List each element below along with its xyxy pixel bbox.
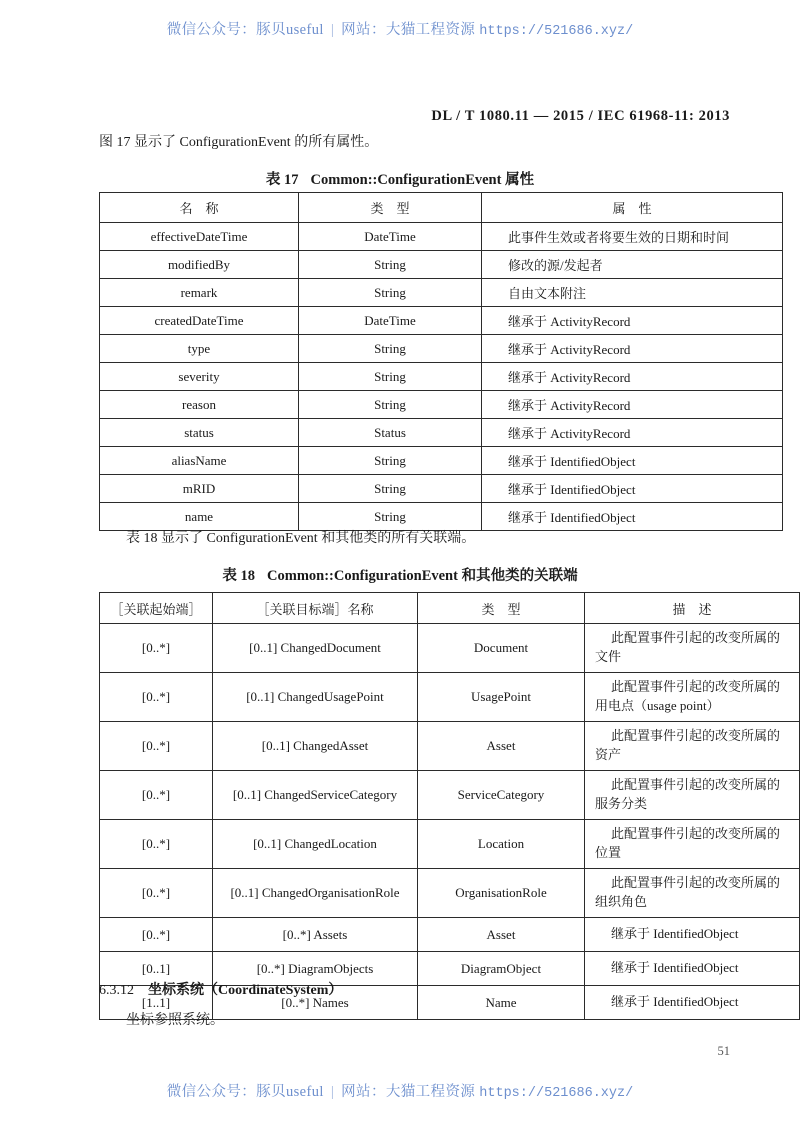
table-row <box>100 624 800 673</box>
cell-attribute-description: 继承于 ActivityRecord <box>482 335 783 363</box>
table-row <box>100 918 800 952</box>
cell-description <box>585 869 800 918</box>
cell-attribute-type: String <box>299 475 482 503</box>
cell-type: ServiceCategory <box>418 771 585 820</box>
cell-description-text: 此配置事件引起的改变所属的用电点（usage point） <box>595 679 781 713</box>
table-row <box>100 722 800 771</box>
table-header-row <box>100 193 783 223</box>
cell-attribute-description: 继承于 ActivityRecord <box>482 307 783 335</box>
cell-description-text: 此配置事件引起的改变所属的位置 <box>595 826 781 860</box>
cell-source-end: [0..1] <box>100 952 213 986</box>
table-row <box>100 335 783 363</box>
caption-table-17-number: 表 17 <box>265 172 299 188</box>
watermark-header <box>0 18 800 39</box>
caption-table-17 <box>0 168 800 189</box>
table-row <box>100 771 800 820</box>
cell-target-end-name: [0..*] Assets <box>213 918 418 952</box>
cell-attribute-description: 继承于 IdentifiedObject <box>482 447 783 475</box>
cell-description-text: 此配置事件引起的改变所属的组织角色 <box>595 875 781 909</box>
cell-type: Document <box>418 624 585 673</box>
cell-description: 继承于 IdentifiedObject <box>585 986 800 1020</box>
cell-attribute-name: severity <box>100 363 299 391</box>
table-row <box>100 869 800 918</box>
watermark-site-label: 网站：大猫工程资源 <box>341 22 476 38</box>
cell-target-end-name: [0..*] Names <box>213 986 418 1020</box>
cell-attribute-description: 自由文本附注 <box>482 279 783 307</box>
table-row <box>100 503 783 531</box>
cell-attribute-name: aliasName <box>100 447 299 475</box>
table-row <box>100 363 783 391</box>
watermark-url: https://521686.xyz/ <box>479 1086 634 1101</box>
section-number: 6.3.12 <box>99 983 134 998</box>
cell-attribute-description: 继承于 IdentifiedObject <box>482 475 783 503</box>
cell-target-end-name: [0..1] ChangedOrganisationRole <box>213 869 418 918</box>
column-header-type: 类 型 <box>418 593 585 624</box>
table-row <box>100 223 783 251</box>
cell-attribute-name: mRID <box>100 475 299 503</box>
running-head-standard-number: DL / T 1080.11 — 2015 / IEC 61968-11: 2013 <box>431 108 730 124</box>
watermark-wechat-label: 微信公众号：豚贝useful <box>166 22 324 38</box>
table-row <box>100 447 783 475</box>
cell-description <box>585 722 800 771</box>
paragraph-intro-table-18: 表 18 显示了 ConfigurationEvent 和其他类的所有关联端。 <box>126 531 476 546</box>
table-row <box>100 251 783 279</box>
table-row <box>100 419 783 447</box>
cell-type: Asset <box>418 722 585 771</box>
watermark-url: https://521686.xyz/ <box>479 24 634 39</box>
section-body-text: 坐标参照系统。 <box>126 1013 224 1028</box>
cell-attribute-type: String <box>299 335 482 363</box>
table-row <box>100 391 783 419</box>
cell-source-end: [0..*] <box>100 722 213 771</box>
cell-description: 继承于 IdentifiedObject <box>585 918 800 952</box>
cell-target-end-name: [0..1] ChangedLocation <box>213 820 418 869</box>
cell-attribute-type: String <box>299 279 482 307</box>
cell-target-end-name: [0..*] DiagramObjects <box>213 952 418 986</box>
column-header-source-end: ［关联起始端］ <box>100 593 213 624</box>
cell-description-text: 此配置事件引起的改变所属的文件 <box>595 630 781 664</box>
table-configuration-event-associations <box>99 592 800 1020</box>
table-row <box>100 475 783 503</box>
cell-target-end-name: [0..1] ChangedServiceCategory <box>213 771 418 820</box>
cell-source-end: [1..1] <box>100 986 213 1020</box>
cell-attribute-name: name <box>100 503 299 531</box>
cell-attribute-description: 继承于 IdentifiedObject <box>482 503 783 531</box>
cell-attribute-type: String <box>299 503 482 531</box>
cell-attribute-description: 继承于 ActivityRecord <box>482 419 783 447</box>
watermark-footer <box>0 1080 800 1101</box>
column-header-attribute: 属 性 <box>482 193 783 223</box>
cell-attribute-type: String <box>299 251 482 279</box>
column-header-name: 名 称 <box>100 193 299 223</box>
column-header-type: 类 型 <box>299 193 482 223</box>
cell-description <box>585 673 800 722</box>
cell-attribute-description: 继承于 ActivityRecord <box>482 363 783 391</box>
cell-source-end: [0..*] <box>100 869 213 918</box>
cell-attribute-name: status <box>100 419 299 447</box>
cell-source-end: [0..*] <box>100 918 213 952</box>
cell-source-end: [0..*] <box>100 771 213 820</box>
cell-attribute-type: Status <box>299 419 482 447</box>
cell-source-end: [0..*] <box>100 624 213 673</box>
cell-source-end: [0..*] <box>100 673 213 722</box>
table-row <box>100 673 800 722</box>
cell-attribute-type: String <box>299 363 482 391</box>
watermark-wechat-label: 微信公众号：豚贝useful <box>166 1084 324 1100</box>
cell-source-end: [0..*] <box>100 820 213 869</box>
page-number: 51 <box>717 1044 730 1058</box>
caption-table-18-text: Common::ConfigurationEvent 和其他类的关联端 <box>267 568 578 584</box>
cell-description: 继承于 IdentifiedObject <box>585 952 800 986</box>
cell-description-text: 此配置事件引起的改变所属的服务分类 <box>595 777 781 811</box>
table-row <box>100 307 783 335</box>
section-title: 坐标系统（CoordinateSystem） <box>148 983 343 998</box>
watermark-separator: | <box>330 1084 335 1100</box>
cell-attribute-name: createdDateTime <box>100 307 299 335</box>
paragraph-intro-table-17: 图 17 显示了 ConfigurationEvent 的所有属性。 <box>99 135 379 150</box>
cell-target-end-name: [0..1] ChangedAsset <box>213 722 418 771</box>
cell-description-text: 此配置事件引起的改变所属的资产 <box>595 728 781 762</box>
cell-type: UsagePoint <box>418 673 585 722</box>
cell-type: Name <box>418 986 585 1020</box>
cell-description <box>585 820 800 869</box>
cell-target-end-name: [0..1] ChangedDocument <box>213 624 418 673</box>
cell-target-end-name: [0..1] ChangedUsagePoint <box>213 673 418 722</box>
column-header-target-end-name: ［关联目标端］名称 <box>213 593 418 624</box>
cell-attribute-name: modifiedBy <box>100 251 299 279</box>
cell-attribute-type: String <box>299 447 482 475</box>
caption-table-18-number: 表 18 <box>222 568 256 584</box>
cell-type: Asset <box>418 918 585 952</box>
cell-type: Location <box>418 820 585 869</box>
watermark-site-label: 网站：大猫工程资源 <box>341 1084 476 1100</box>
cell-attribute-type: DateTime <box>299 223 482 251</box>
cell-type: OrganisationRole <box>418 869 585 918</box>
cell-attribute-name: effectiveDateTime <box>100 223 299 251</box>
section-heading-coordinate-system <box>99 979 342 999</box>
cell-description <box>585 771 800 820</box>
cell-type: DiagramObject <box>418 952 585 986</box>
cell-attribute-type: DateTime <box>299 307 482 335</box>
table-row <box>100 279 783 307</box>
cell-attribute-name: reason <box>100 391 299 419</box>
cell-attribute-description: 此事件生效或者将要生效的日期和时间 <box>482 223 783 251</box>
column-header-description: 描 述 <box>585 593 800 624</box>
cell-description <box>585 624 800 673</box>
table-header-row <box>100 593 800 624</box>
watermark-separator: | <box>330 22 335 38</box>
caption-table-17-text: Common::ConfigurationEvent 属性 <box>310 172 535 188</box>
table-configuration-event-attributes <box>99 192 783 531</box>
cell-attribute-name: remark <box>100 279 299 307</box>
cell-attribute-name: type <box>100 335 299 363</box>
cell-attribute-description: 修改的源/发起者 <box>482 251 783 279</box>
cell-attribute-description: 继承于 ActivityRecord <box>482 391 783 419</box>
table-row <box>100 820 800 869</box>
cell-attribute-type: String <box>299 391 482 419</box>
caption-table-18 <box>0 564 800 585</box>
